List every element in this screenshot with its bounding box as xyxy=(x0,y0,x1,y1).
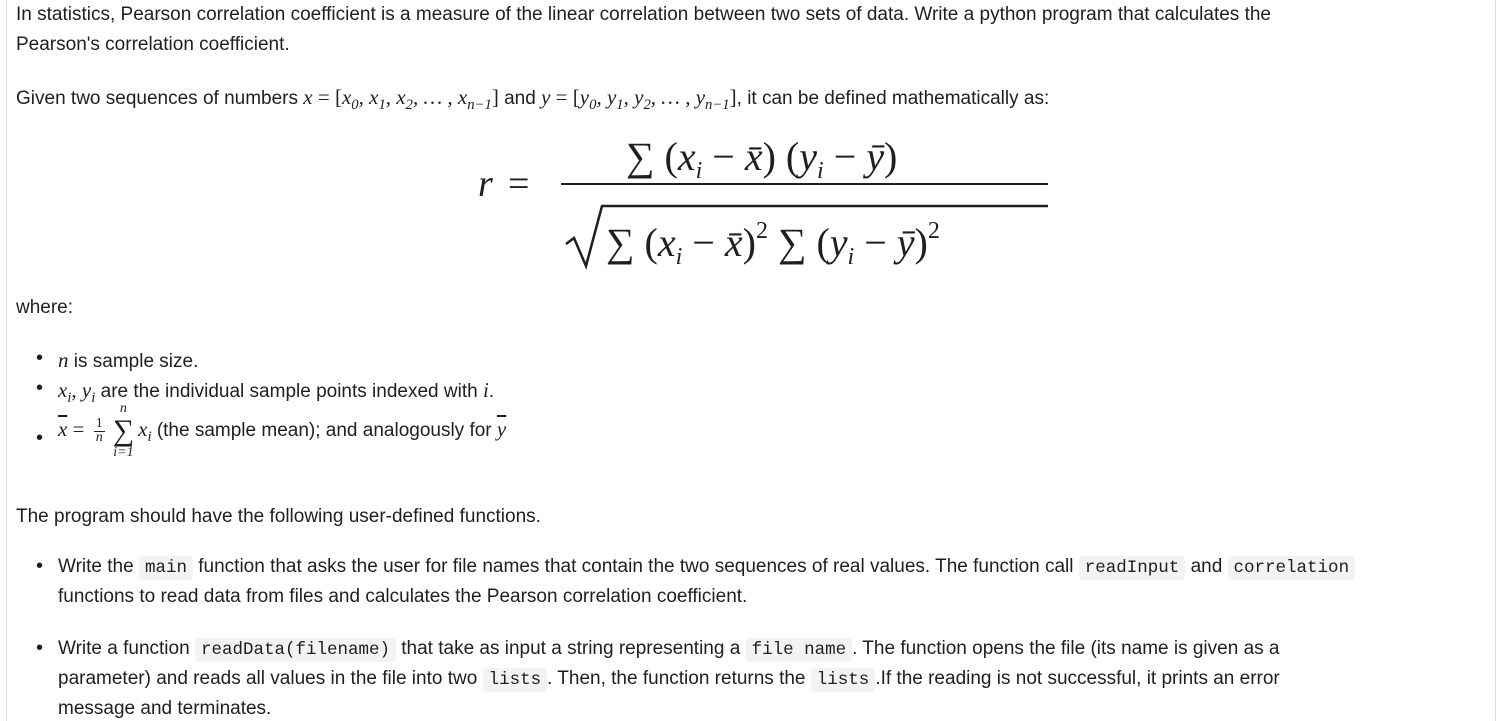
readdata-requirement-line-2: parameter) and reads all values in the file into two lists . Then, the function returns the lists .If the reading is not successful, it prints an error xyxy=(58,668,1280,690)
given-prefix: Given two sequences of numbers xyxy=(16,88,298,109)
formula-denominator: ∑ ($x_i$ − x̄)$^2$ ∑ ($y_i$ − ȳ)$^2$ xyxy=(606,218,940,270)
y-sequence-math: $y = [y_0$, $y_1$, $y_2$, … , $y_{n-1}$] xyxy=(541,85,737,114)
code-correlation: correlation xyxy=(1228,556,1356,580)
bullet-dot: • xyxy=(36,637,44,659)
definition-xy-text: are the individual sample points indexed with xyxy=(100,381,478,402)
pearson-formula xyxy=(466,126,1066,282)
formula-numerator: ∑ ($x_i$ − x̄) ($y_i$ − ȳ) xyxy=(626,134,898,184)
i-symbol: i xyxy=(482,378,489,402)
definition-n-text: is sample size. xyxy=(73,351,199,372)
one-over-n: $\frac{1}{n}$ xyxy=(95,416,103,445)
bullet-dot: • xyxy=(36,427,44,449)
code-main: main xyxy=(139,556,193,580)
definition-n xyxy=(58,348,198,373)
xi-symbol: $x_i$ xyxy=(138,417,152,446)
bullet-dot: • xyxy=(36,377,44,399)
functions-intro: The program should have the following user-defined functions. xyxy=(16,506,541,527)
definition-mean-text: (the sample mean); and analogously for xyxy=(156,420,492,442)
code-readdata: readData(filename) xyxy=(195,638,396,662)
sigma-sum: n ∑ i=1 xyxy=(112,401,135,460)
code-readinput: readInput xyxy=(1079,556,1186,580)
x-sequence-math: $x = [x_0$, $x_1$, $x_2$, … , $x_{n-1}$] xyxy=(303,85,499,114)
given-line xyxy=(16,85,1050,114)
given-and: and xyxy=(504,88,536,109)
x-bar-symbol: $\overline{x}$ xyxy=(58,417,68,442)
code-lists: lists xyxy=(811,668,876,692)
y-bar-symbol: $\overline{y}$ xyxy=(496,417,507,442)
intro-line-1: In statistics, Pearson correlation coefficient is a measure of the linear correlation between two sets of data. Write a python program that calculates the xyxy=(16,4,1272,25)
xy-symbols: $x_i$, $y_i$ xyxy=(58,378,96,407)
mean-equals: = xyxy=(72,417,85,442)
main-requirement-line-1: Write the main function that asks the user for file names that contain the two sequences of real values. The function call readInput and correlation xyxy=(58,556,1355,578)
bullet-dot: • xyxy=(36,347,44,369)
pearson-formula-svg xyxy=(466,126,1066,276)
bullet-dot: • xyxy=(36,555,44,577)
definition-mean xyxy=(58,402,506,460)
code-file-name: file name xyxy=(746,638,853,662)
definition-xy: $x_i$, $y_i$ are the individual sample points indexed with i. xyxy=(58,378,495,407)
formula-equals: = xyxy=(508,163,530,205)
main-requirement-line-2: functions to read data from files and calculates the Pearson correlation coefficient. xyxy=(58,586,748,607)
intro-line-2: Pearson's correlation coefficient. xyxy=(16,34,290,55)
given-suffix: , it can be defined mathematically as: xyxy=(736,88,1050,109)
readdata-requirement-line-3: message and terminates. xyxy=(58,698,272,719)
readdata-requirement-line-1: Write a function readData(filename) that take as input a string representing a file name . The function opens the file (its name is given as a xyxy=(58,638,1280,660)
formula-r: r xyxy=(478,163,493,205)
n-symbol: n xyxy=(58,348,69,372)
where-label: where: xyxy=(16,297,74,318)
code-lists: lists xyxy=(483,668,548,692)
